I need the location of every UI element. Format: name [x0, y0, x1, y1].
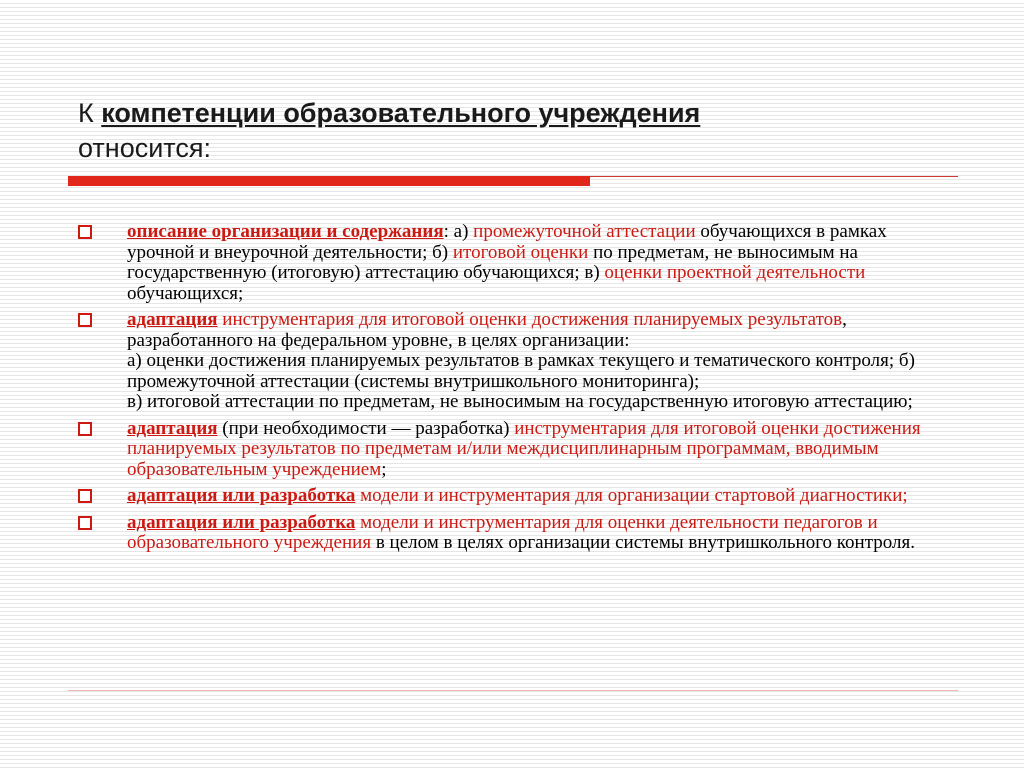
- list-item-text: [127, 222, 958, 304]
- item-highlight: инструментария для итоговой оценки достижения планируемых результатов по предметам и/или междисциплинарным программам, вводимым образовательным учреждением: [127, 417, 921, 480]
- list-item: [78, 513, 958, 554]
- item-term: адаптация или разработка: [127, 485, 356, 506]
- item-text: обучающихся;: [127, 282, 244, 304]
- title-prefix: К: [78, 98, 102, 128]
- item-highlight: итоговой оценки: [452, 241, 589, 263]
- item-highlight: модели и инструментария для организации стартовой диагностики;: [360, 485, 908, 506]
- item-text: ;: [381, 458, 387, 480]
- item-text: : а): [443, 221, 474, 242]
- item-term: адаптация или разработка: [127, 511, 356, 533]
- square-bullet-icon: [78, 422, 92, 436]
- title-emphasis: компетенции образовательного учреждения: [101, 98, 701, 128]
- square-bullet-icon: [78, 313, 92, 327]
- list-item-text: [127, 419, 958, 481]
- square-bullet-icon: [78, 489, 92, 503]
- list-item: [78, 310, 958, 413]
- list-item-text: [127, 513, 958, 554]
- list-item: [78, 222, 958, 304]
- title-underline-bar: [68, 176, 590, 186]
- square-bullet-icon: [78, 225, 92, 239]
- list-item-text: [127, 310, 958, 413]
- item-text: по предметам, не выносимым на государственную (итоговую) аттестацию обучающихся; в): [127, 241, 858, 283]
- square-bullet-icon: [78, 516, 92, 530]
- item-term: адаптация: [127, 417, 218, 439]
- item-text: обучающихся в рамках урочной и внеурочной деятельности; б): [127, 221, 887, 263]
- item-text: в) итоговой аттестации по предметам, не выносимым на государственную итоговую аттестацию;: [127, 391, 913, 412]
- item-highlight: оценки проектной деятельности: [604, 262, 866, 283]
- item-highlight: инструментария для итоговой оценки достижения планируемых результатов: [222, 309, 843, 330]
- item-highlight: модели и инструментария для оценки деятельности педагогов и образовательного учреждения: [127, 511, 878, 553]
- item-text: в целом в целях организации системы внутришкольного контроля.: [371, 532, 915, 553]
- item-text: а) оценки достижения планируемых результатов в рамках текущего и тематического контроля; б) промежуточной аттестации (системы внутришкольного мониторинга);: [127, 350, 915, 392]
- item-text: (при необходимости — разработка): [217, 417, 515, 439]
- item-term: адаптация: [127, 309, 218, 330]
- item-highlight: промежуточной аттестации: [473, 221, 696, 242]
- title-suffix: относится:: [78, 133, 211, 163]
- competence-list: [78, 222, 958, 560]
- footer-rule: [68, 690, 958, 691]
- title-underline-rule: [590, 176, 958, 177]
- slide-title: [78, 96, 978, 166]
- list-item-text: [127, 486, 958, 507]
- list-item: [78, 419, 958, 481]
- item-term: описание организации и содержания: [127, 221, 444, 242]
- item-text: , разработанного на федеральном уровне, в целях организации:: [127, 309, 847, 351]
- list-item: [78, 486, 958, 507]
